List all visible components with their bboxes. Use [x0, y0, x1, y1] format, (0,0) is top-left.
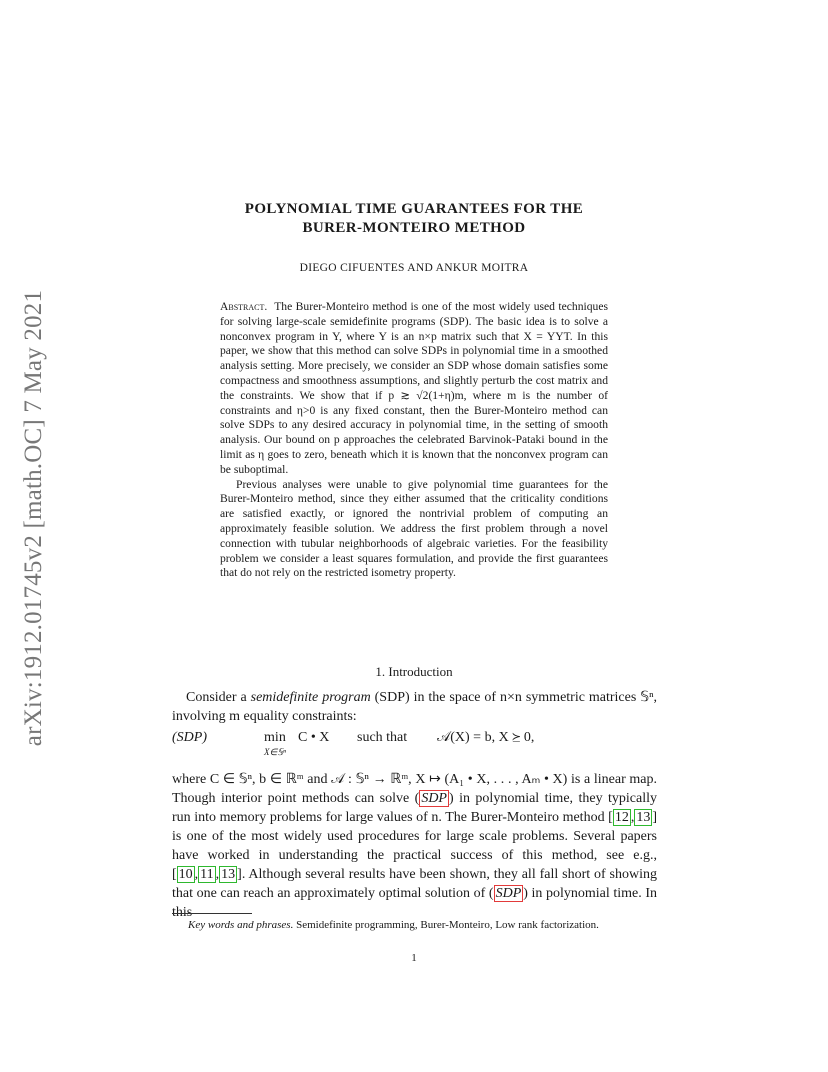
arxiv-identifier: arXiv:1912.01745v2 [math.OC] 7 May 2021 — [20, 289, 47, 747]
page-number: 1 — [411, 952, 417, 964]
equation-min-operator — [264, 728, 286, 757]
intro-text: Consider a — [186, 690, 251, 705]
min-text: min — [264, 730, 286, 745]
equation-constraints: 𝒜(X) = b, X ⪰ 0, — [437, 730, 535, 745]
sdp-equation-link[interactable]: SDP — [421, 791, 447, 806]
intro-text: where C ∈ 𝕊ⁿ, b ∈ ℝᵐ and 𝒜 : 𝕊ⁿ → ℝᵐ, X ↦ (A₁ • X, . . . , Aₘ • X) is a linear map. Though interior point methods can solve ( — [172, 772, 657, 806]
abstract-text-1: The Burer-Monteiro method is one of the most widely used techniques for solving large-scale semidefinite programs (SDP). The basic idea is to solve a nonconvex program in Y, where Y is an n×p matrix such that X = YYT. In this paper, we show that this method can solve SDPs in polynomial time in a smoothed analysis setting. More precisely, we consider an SDP whose domain satisfies some compactness and smoothness assumptions, and slightly perturb the cost matrix and the constraints. We show that if p ≳ √2(1+η)m, where m is the number of constraints and η>0 is any fixed constant, then the Burer-Monteiro method can solve SDPs to any desired accuracy in polynomial time, in the setting of smooth analysis. Our bound on p approaches the celebrated Barvinok-Pataki bound in the limit as η goes to zero, beneath which it is known that the nonconvex program can be suboptimal. — [220, 300, 609, 476]
footnote-label: Key words and phrases. — [188, 919, 294, 931]
intro-text: ) in polynomial time. In this — [172, 886, 657, 920]
abstract-paragraph-1 — [220, 300, 608, 478]
intro-text: ) in polynomial time, they typically run into memory problems for large values of n. The Burer-Monteiro method [ — [172, 791, 658, 825]
sdp-display-equation — [172, 726, 657, 770]
section-heading-introduction: 1. Introduction — [375, 664, 453, 679]
citation-link-12[interactable]: 12 — [614, 810, 629, 825]
sdp-equation-link[interactable]: SDP — [495, 886, 522, 901]
equation-such-that: such that — [357, 730, 408, 745]
intro-paragraph-2: where C ∈ 𝕊ⁿ, b ∈ ℝᵐ and 𝒜 : 𝕊ⁿ → ℝᵐ, X ↦ (A₁ • X, . . . , Aₘ • X) is a linear map. Though interior point methods can solve ( SDP ) in polynomial time, they typically run into memory problems for large values of n. The Burer-Monteiro method [ 12 , 13 ] is one of the most widely used procedures for large scale problems. Several papers have worked in understanding the practical success of this method, see e.g., [ 10 , 11 , 13 ]. Although several results have been shown, they all fall short of showing that one can reach an approximately optimal solution of ( SDP ) in polynomial time. In this — [172, 772, 658, 920]
paper-title — [170, 200, 658, 238]
citation-link-13[interactable]: 13 — [636, 810, 651, 825]
equation-objective: C • X — [298, 730, 330, 745]
abstract — [220, 300, 608, 581]
title-line-2: BURER-MONTEIRO METHOD — [302, 220, 526, 236]
author-list: DIEGO CIFUENTES AND ANKUR MOITRA — [299, 262, 529, 274]
introduction-body — [172, 688, 657, 922]
footnote-text: Semidefinite programming, Burer-Monteiro, Low rank factorization. — [296, 919, 599, 931]
footnote-keywords — [172, 918, 657, 933]
intro-paragraph-1 — [172, 688, 657, 726]
citation-link-13[interactable]: 13 — [221, 867, 236, 882]
min-subscript: X∈𝕊ⁿ — [264, 747, 286, 757]
footnote-divider — [172, 913, 252, 914]
citation-link-10[interactable]: 10 — [178, 867, 193, 882]
abstract-label: Abstract. — [220, 300, 268, 313]
intro-text: (SDP) in the space of n×n symmetric matrices 𝕊ⁿ, involving m equality constraints: — [172, 690, 658, 724]
arxiv-sidebar-stamp — [16, 268, 52, 768]
title-line-1: POLYNOMIAL TIME GUARANTEES FOR THE — [244, 201, 584, 217]
citation-link-11[interactable]: 11 — [200, 867, 214, 882]
abstract-paragraph-2: Previous analyses were unable to give polynomial time guarantees for the Burer-Monteiro method, since they either assumed that the criticality conditions are satisfied exactly, or ignored the nontrivial problem of computing an approximately feasible solution. We address the first problem through a novel connection with tubular neighborhoods of algebraic varieties. For the feasibility problem we consider a least squares formulation, and provide the first guarantees that do not rely on the restricted isometry property. — [220, 477, 608, 580]
intro-text: ] is one of the most widely used procedures for large scale problems. Several papers have worked in understanding the practical success of this method, see e.g., [ — [172, 810, 657, 882]
equation-label: (SDP) — [172, 730, 207, 745]
intro-emphasis: semidefinite program — [250, 690, 371, 705]
intro-text: ]. Although several results have been shown, they all fall short of showing that one can reach an approximately optimal solution of ( — [172, 867, 657, 901]
